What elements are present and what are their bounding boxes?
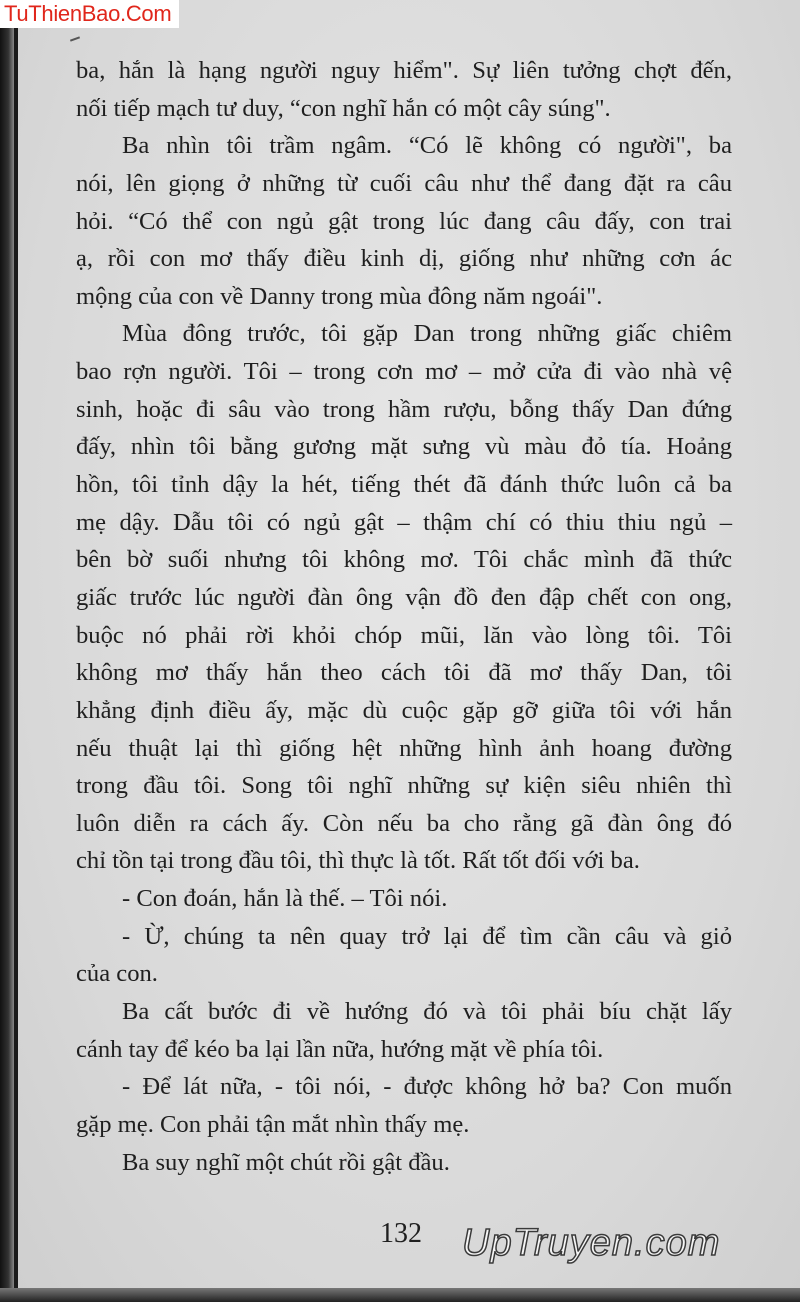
dialogue-line: - Để lát nữa, - tôi nói, - được không hở ba? Con muốn bbox=[122, 1073, 732, 1101]
text-line: Ba suy nghĩ một chút rồi gật đầu. bbox=[122, 1148, 450, 1176]
page-number: 132 bbox=[380, 1218, 422, 1249]
text-line: gặp mẹ. Con phải tận mắt nhìn thấy mẹ. bbox=[76, 1110, 470, 1138]
text-line: cánh tay để kéo ba lại lần nữa, hướng mặt về phía tôi. bbox=[76, 1035, 604, 1063]
text-line: sinh, hoặc đi sâu vào trong hầm rượu, bỗng thấy Dan đứng bbox=[76, 395, 732, 423]
text-line: khẳng định điều ấy, mặc dù cuộc gặp gỡ giữa tôi với hắn bbox=[76, 696, 732, 724]
text-line: hồn, tôi tỉnh dậy la hét, tiếng thét đã đánh thức luôn cả ba bbox=[76, 471, 732, 499]
text-line: luôn diễn ra cách ấy. Còn nếu ba cho rằng gã đàn ông đó bbox=[76, 809, 732, 837]
text-line: của con. bbox=[76, 960, 158, 988]
text-line: hỏi. “Có thể con ngủ gật trong lúc đang câu đấy, con trai bbox=[76, 207, 732, 235]
text-line: giấc trước lúc người đàn ông vận đồ đen đập chết con ong, bbox=[76, 583, 732, 611]
text-line: nối tiếp mạch tư duy, “con nghĩ hắn có một cây súng". bbox=[76, 94, 611, 122]
text-line: ba, hắn là hạng người nguy hiểm". Sự liên tưởng chợt đến, bbox=[76, 57, 732, 84]
watermark-top[interactable]: TuThienBao.Com bbox=[0, 0, 179, 28]
text-line: Ba nhìn tôi trầm ngâm. “Có lẽ không có người", ba bbox=[122, 132, 732, 160]
text-line: bao rợn người. Tôi – trong cơn mơ – mở cửa đi vào nhà vệ bbox=[76, 358, 732, 386]
text-line: mẹ dậy. Dẫu tôi có ngủ gật – thậm chí có thiu thiu ngủ – bbox=[76, 508, 732, 536]
text-line: chỉ tồn tại trong đầu tôi, thì thực là tốt. Rất tốt đối với ba. bbox=[76, 847, 640, 875]
scan-left-shadow bbox=[0, 0, 14, 1302]
scan-bottom-shadow bbox=[0, 1288, 800, 1302]
watermark-bottom: UpTruyen.com bbox=[462, 1222, 721, 1264]
text-line: trong đầu tôi. Song tôi nghĩ những sự kiện siêu nhiên thì bbox=[76, 772, 732, 800]
text-line: ạ, rồi con mơ thấy điều kinh dị, giống như những cơn ác bbox=[76, 245, 732, 273]
text-line: Ba cất bước đi về hướng đó và tôi phải bíu chặt lấy bbox=[122, 998, 732, 1026]
dialogue-line: - Con đoán, hắn là thế. – Tôi nói. bbox=[122, 885, 448, 913]
text-line: mộng của con về Danny trong mùa đông năm ngoái". bbox=[76, 282, 603, 310]
text-line: đấy, nhìn tôi bằng gương mặt sưng vù màu đỏ tía. Hoảng bbox=[76, 433, 732, 461]
dialogue-line: - Ừ, chúng ta nên quay trở lại để tìm cần câu và giỏ bbox=[122, 922, 732, 950]
text-line: không mơ thấy hắn theo cách tôi đã mơ thấy Dan, tôi bbox=[76, 659, 732, 687]
page-body-text bbox=[76, 52, 732, 1181]
text-line: nếu thuật lại thì giống hệt những hình ảnh hoang đường bbox=[76, 734, 732, 762]
text-line: buộc nó phải rời khỏi chóp mũi, lăn vào lòng tôi. Tôi bbox=[76, 621, 732, 649]
text-line: bên bờ suối nhưng tôi không mơ. Tôi chắc mình đã thức bbox=[76, 546, 732, 574]
text-line: nói, lên giọng ở những từ cuối câu như thể đang đặt ra câu bbox=[76, 169, 732, 197]
text-line: Mùa đông trước, tôi gặp Dan trong những giấc chiêm bbox=[122, 320, 732, 348]
